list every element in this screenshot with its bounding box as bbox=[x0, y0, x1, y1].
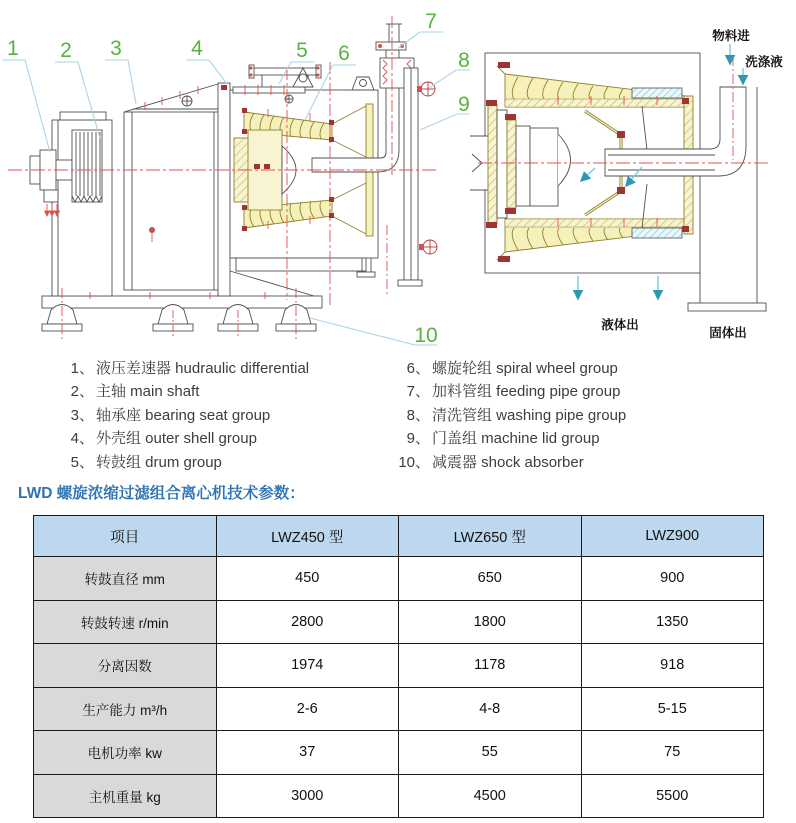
bearing-seat-housing bbox=[124, 84, 222, 290]
callout-5: 5 bbox=[296, 39, 308, 62]
part-number: 8、 bbox=[406, 406, 430, 424]
part-name: 螺旋轮组 spiral wheel group bbox=[432, 360, 618, 377]
header-lwz900: LWZ900 bbox=[581, 516, 764, 557]
machine-lid-group bbox=[398, 68, 437, 286]
cell-value: 900 bbox=[581, 557, 764, 601]
callout-6: 6 bbox=[338, 42, 350, 65]
callout-8: 8 bbox=[458, 49, 470, 72]
base-frame bbox=[42, 296, 322, 331]
part-name: 液压差速器 hudraulic differential bbox=[96, 360, 310, 377]
cell-value: 918 bbox=[581, 644, 764, 688]
cell-value: 3000 bbox=[216, 774, 399, 818]
part-number: 3、 bbox=[70, 406, 94, 424]
row-label: 主机重量 kg bbox=[34, 774, 217, 818]
table-row bbox=[34, 600, 764, 644]
list-item bbox=[382, 451, 626, 474]
callout-1: 1 bbox=[7, 37, 19, 60]
table-row bbox=[34, 731, 764, 775]
part-number: 6、 bbox=[406, 360, 430, 377]
cell-value: 1800 bbox=[399, 600, 582, 644]
callout-7: 7 bbox=[425, 10, 437, 33]
part-number: 5、 bbox=[70, 453, 94, 471]
cell-value: 75 bbox=[581, 731, 764, 775]
callout-9: 9 bbox=[458, 93, 470, 116]
table-row bbox=[34, 687, 764, 731]
side-view-drawing bbox=[0, 0, 470, 352]
list-item bbox=[382, 427, 626, 450]
cell-value: 4-8 bbox=[399, 687, 582, 731]
cell-value: 2-6 bbox=[216, 687, 399, 731]
cell-value: 1178 bbox=[399, 644, 582, 688]
row-label: 生产能力 m³/h bbox=[34, 687, 217, 731]
row-label: 电机功率 kw bbox=[34, 731, 217, 775]
table-title: LWD 螺旋浓缩过滤组合离心机技术参数： bbox=[18, 485, 305, 502]
cell-value: 5-15 bbox=[581, 687, 764, 731]
cell-value: 1974 bbox=[216, 644, 399, 688]
table-row bbox=[34, 644, 764, 688]
cell-value: 450 bbox=[216, 557, 399, 601]
washing-valve-wheels bbox=[417, 82, 437, 254]
part-number: 2、 bbox=[70, 383, 94, 401]
list-item bbox=[382, 357, 626, 380]
part-name: 轴承座 bearing seat group bbox=[96, 406, 271, 424]
label-wash-liquid: 洗涤液 bbox=[745, 55, 783, 69]
front-plate bbox=[218, 83, 230, 296]
part-number: 1、 bbox=[70, 360, 94, 377]
parts-list-left bbox=[58, 357, 358, 474]
row-label: 分离因数 bbox=[34, 644, 217, 688]
label-solid-out: 固体出 bbox=[709, 326, 747, 340]
part-number: 7、 bbox=[406, 383, 430, 401]
cell-value: 1350 bbox=[581, 600, 764, 644]
part-name: 门盖组 machine lid group bbox=[432, 430, 600, 448]
part-name: 减震器 shock absorber bbox=[432, 453, 584, 471]
table-header-row bbox=[34, 516, 764, 557]
list-item bbox=[58, 451, 358, 474]
main-shaft-pulley bbox=[72, 130, 102, 202]
cell-value: 5500 bbox=[581, 774, 764, 818]
part-number: 10、 bbox=[398, 453, 430, 471]
callout-10: 10 bbox=[414, 324, 438, 347]
callout-3: 3 bbox=[110, 37, 122, 60]
row-label: 转鼓直径 mm bbox=[34, 557, 217, 601]
list-item bbox=[58, 427, 358, 450]
part-name: 转鼓组 drum group bbox=[96, 453, 222, 471]
cell-value: 4500 bbox=[399, 774, 582, 818]
part-name: 清洗管组 washing pipe group bbox=[432, 406, 627, 424]
list-item bbox=[58, 357, 358, 380]
parts-list-right bbox=[382, 357, 626, 474]
list-item bbox=[58, 404, 358, 427]
part-name: 主轴 main shaft bbox=[96, 383, 200, 401]
part-name: 加料管组 feeding pipe group bbox=[432, 383, 621, 401]
header-lwz650: LWZ650 型 bbox=[399, 516, 582, 557]
cell-value: 37 bbox=[216, 731, 399, 775]
parts-list bbox=[0, 357, 796, 474]
list-item bbox=[382, 404, 626, 427]
callout-4: 4 bbox=[191, 37, 203, 60]
part-number: 4、 bbox=[70, 430, 94, 448]
list-item bbox=[58, 380, 358, 403]
cross-section-drawing bbox=[470, 0, 796, 352]
header-item: 项目 bbox=[34, 516, 217, 557]
row-label: 转鼓转速 r/min bbox=[34, 600, 217, 644]
label-feed-in: 物料进 bbox=[712, 29, 750, 43]
machine-body bbox=[30, 65, 378, 331]
part-number: 9、 bbox=[406, 430, 430, 448]
cell-value: 2800 bbox=[216, 600, 399, 644]
label-liquid-out: 液体出 bbox=[601, 318, 639, 332]
table-row bbox=[34, 557, 764, 601]
callout-2: 2 bbox=[60, 39, 72, 62]
cell-value: 650 bbox=[399, 557, 582, 601]
cell-value: 55 bbox=[399, 731, 582, 775]
table-row bbox=[34, 774, 764, 818]
header-lwz450: LWZ450 型 bbox=[216, 516, 399, 557]
spec-table bbox=[33, 515, 764, 818]
list-item bbox=[382, 380, 626, 403]
part-name: 外壳组 outer shell group bbox=[96, 430, 257, 448]
